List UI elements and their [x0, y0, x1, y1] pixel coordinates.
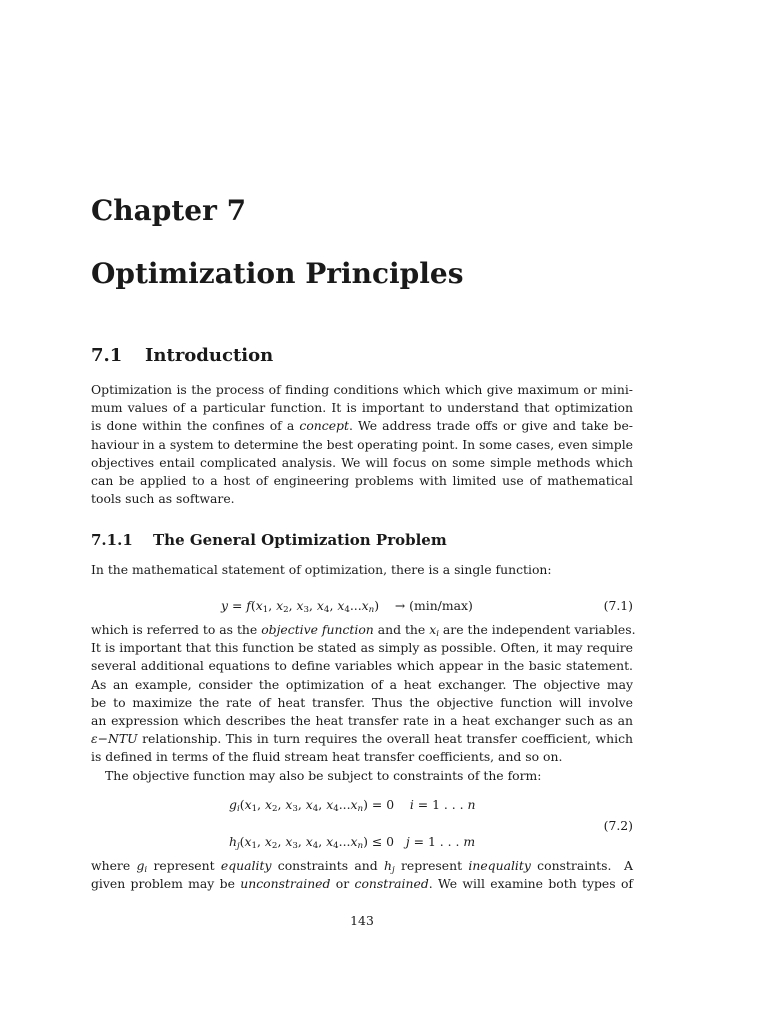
text-line: is done within the confines of a concept. We address trade offs or give and take be-: [91, 418, 633, 434]
equation-number: (7.1): [603, 598, 633, 613]
text-line: be to maximize the rate of heat transfer. Thus the objective function will involve: [91, 694, 633, 710]
text-line: objectives entail complicated analysis. We will focus on some simple methods which: [91, 454, 633, 470]
text-line: which is referred to as the objective function and the $x_i$ are the independent variables.: [91, 622, 636, 640]
text-line: As an example, consider the optimization of a heat exchanger. The objective may: [91, 676, 633, 692]
constraints-paragraph: [91, 857, 633, 893]
equation-number: (7.2): [603, 818, 633, 833]
text-line: where $g_i$ represent equality constraints and $h_j$ represent inequality constraints. A: [91, 858, 633, 876]
text-line: ε−NTU relationship. This in turn requires the overall heat transfer coefficient, which: [91, 731, 633, 747]
section-number: 7.1: [91, 345, 123, 366]
chapter-title: Optimization Principles: [91, 257, 464, 290]
text-line: tools such as software.: [91, 491, 235, 507]
section-heading: [91, 344, 273, 368]
equation-body: $h_j(x_1$, $x_2$, $x_3$, $x_4$, $x_4...x_n) \le 0$ j = 1 . . . m: [229, 834, 476, 852]
page-number: 143: [350, 913, 374, 928]
text-line: can be applied to a host of engineering problems with limited use of mathematical: [91, 472, 633, 488]
text-line: mum values of a particular function. It is important to understand that optimization: [91, 400, 633, 416]
text-line: Optimization is the process of finding conditions which which give maximum or mini-: [91, 382, 633, 397]
chapter-label: Chapter 7: [91, 194, 247, 227]
subsection-number: 7.1.1: [91, 531, 133, 549]
equation-7-2-inequality: [91, 833, 633, 851]
equation-body: $y = f(x_1$, $x_2$, $x_3$, $x_4$, $x_4...x_n$) → (min/max): [221, 598, 473, 616]
equation-body: $g_i(x_1$, $x_2$, $x_3$, $x_4$, $x_4...x_n) = 0$ i = 1 . . . n: [229, 797, 476, 815]
text-line: It is important that this function be stated as simply as possible. Often, it may require: [91, 640, 633, 656]
text-line: The objective function may also be subject to constraints of the form:: [105, 767, 542, 783]
subsection-title: The General Optimization Problem: [153, 531, 447, 549]
objective-paragraph: [91, 621, 636, 785]
text-line: given problem may be unconstrained or constrained. We will examine both types of: [91, 876, 634, 892]
document-page: [91, 0, 636, 1024]
text-line: In the mathematical statement of optimization, there is a single function:: [91, 562, 552, 577]
subsection-heading: [91, 529, 447, 551]
equation-7-1: [91, 597, 633, 615]
statement-paragraph: [91, 561, 633, 579]
intro-paragraph: [91, 381, 633, 508]
text-line: is defined in terms of the fluid stream heat transfer coefficients, and so on.: [91, 749, 563, 765]
text-line: haviour in a system to determine the best operating point. In some cases, even simple: [91, 436, 633, 452]
equation-7-2-equality: [91, 796, 633, 814]
text-line: an expression which describes the heat transfer rate in a heat exchanger such as an: [91, 712, 633, 728]
text-line: several additional equations to define variables which appear in the basic statement.: [91, 658, 633, 674]
section-title: Introduction: [145, 345, 274, 366]
